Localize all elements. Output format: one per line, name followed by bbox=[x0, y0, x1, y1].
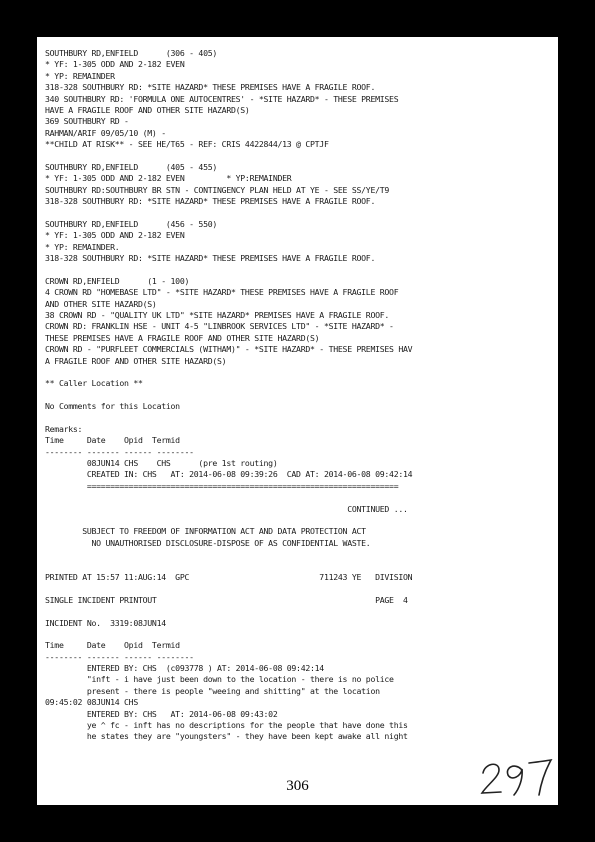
printout-line: SOUTHBURY RD:SOUTHBURY BR STN - CONTINGENCY PLAN HELD AT YE - SEE SS/YE/T9 bbox=[45, 184, 390, 195]
printout-line: PRINTED AT 15:57 11:AUG:14 GPC 711243 YE DIVISION bbox=[45, 571, 413, 582]
printout-line: SUBJECT TO FREEDOM OF INFORMATION ACT AND DATA PROTECTION ACT bbox=[45, 526, 366, 537]
printout-line: AND OTHER SITE HAZARD(S) bbox=[45, 298, 157, 309]
printout-line bbox=[45, 606, 550, 617]
printout-line bbox=[45, 629, 550, 640]
printout-line: RAHMAN/ARIF 09/05/10 (M) - bbox=[45, 127, 166, 138]
printout-line: 09:45:02 08JUN14 CHS bbox=[45, 697, 138, 708]
printout-line: -------- ------- ------ -------- bbox=[45, 446, 194, 457]
printout-line: he states they are "youngsters" - they have been kept awake all night bbox=[45, 731, 408, 742]
printout-line: * YP: REMAINDER. bbox=[45, 241, 120, 252]
printout-line bbox=[45, 583, 550, 594]
printout-line: * YF: 1-305 ODD AND 2-182 EVEN bbox=[45, 59, 185, 70]
printout-line: ** Caller Location ** bbox=[45, 378, 143, 389]
printout-line bbox=[45, 515, 550, 526]
printout-line: -------- ------- ------ -------- bbox=[45, 651, 194, 662]
printout-line: 318-328 SOUTHBURY RD: *SITE HAZARD* THESE PREMISES HAVE A FRAGILE ROOF. bbox=[45, 253, 376, 264]
printout-line: HAVE A FRAGILE ROOF AND OTHER SITE HAZARD(S) bbox=[45, 104, 250, 115]
printout-line bbox=[45, 151, 550, 162]
printout-line: CREATED IN: CHS AT: 2014-06-08 09:39:26 CAD AT: 2014-06-08 09:42:14 bbox=[45, 469, 413, 480]
printout-line: * YP: REMAINDER bbox=[45, 70, 115, 81]
printout-line: Time Date Opid Termid bbox=[45, 435, 180, 446]
printout-line: 318-328 SOUTHBURY RD: *SITE HAZARD* THESE PREMISES HAVE A FRAGILE ROOF. bbox=[45, 82, 376, 93]
printout-line: 4 CROWN RD "HOMEBASE LTD" - *SITE HAZARD* THESE PREMISES HAVE A FRAGILE ROOF bbox=[45, 287, 399, 298]
printout-line: Remarks: bbox=[45, 423, 83, 434]
printout-line bbox=[45, 492, 550, 503]
printout-line: present - there is people "weeing and shitting" at the location bbox=[45, 685, 380, 696]
printout-line: Time Date Opid Termid bbox=[45, 640, 180, 651]
printout-line: ENTERED BY: CHS AT: 2014-06-08 09:43:02 bbox=[45, 708, 278, 719]
printout-line: 318-328 SOUTHBURY RD: *SITE HAZARD* THESE PREMISES HAVE A FRAGILE ROOF. bbox=[45, 196, 376, 207]
printout-line: ENTERED BY: CHS (c093778 ) AT: 2014-06-08 09:42:14 bbox=[45, 663, 324, 674]
printout-line: * YF: 1-305 ODD AND 2-182 EVEN * YP:REMAINDER bbox=[45, 173, 292, 184]
printout-line: INCIDENT No. 3319:08JUN14 bbox=[45, 617, 166, 628]
handwritten-page-number bbox=[477, 755, 557, 799]
printout-line bbox=[45, 264, 550, 275]
printout-line: CROWN RD,ENFIELD (1 - 100) bbox=[45, 275, 190, 286]
printout-line: CROWN RD - "PURFLEET COMMERCIALS (WITHAM)" - *SITE HAZARD* - THESE PREMISES HAV bbox=[45, 344, 413, 355]
printout-line bbox=[45, 549, 550, 560]
printout-line: THESE PREMISES HAVE A FRAGILE ROOF AND OTHER SITE HAZARD(S) bbox=[45, 332, 320, 343]
printout-line: 38 CROWN RD - "QUALITY UK LTD" *SITE HAZARD* PREMISES HAVE A FRAGILE ROOF. bbox=[45, 309, 390, 320]
printout-line bbox=[45, 367, 550, 378]
printout-line: 08JUN14 CHS CHS (pre 1st routing) bbox=[45, 458, 278, 469]
printout-line: SOUTHBURY RD,ENFIELD (456 - 550) bbox=[45, 218, 218, 229]
printout-text bbox=[45, 48, 550, 743]
printout-line: SOUTHBURY RD,ENFIELD (306 - 405) bbox=[45, 48, 218, 58]
printout-line bbox=[45, 207, 550, 218]
printout-line bbox=[45, 561, 550, 572]
printout-line: SINGLE INCIDENT PRINTOUT PAGE 4 bbox=[45, 594, 408, 605]
printout-line: No Comments for this Location bbox=[45, 401, 180, 412]
printout-line: **CHILD AT RISK** - SEE HE/T65 - REF: CRIS 4422844/13 @ CPTJF bbox=[45, 139, 329, 150]
printout-line: * YF: 1-305 ODD AND 2-182 EVEN bbox=[45, 230, 185, 241]
page-number: 306 bbox=[286, 778, 309, 794]
printout-line: 340 SOUTHBURY RD: 'FORMULA ONE AUTOCENTRES' - *SITE HAZARD* - THESE PREMISES bbox=[45, 93, 399, 104]
printout-line bbox=[45, 390, 550, 401]
printout-line: A FRAGILE ROOF AND OTHER SITE HAZARD(S) bbox=[45, 355, 227, 366]
printout-line: 369 SOUTHBURY RD - bbox=[45, 116, 129, 127]
printout-line: SOUTHBURY RD,ENFIELD (405 - 455) bbox=[45, 161, 218, 172]
printout-line: NO UNAUTHORISED DISCLOSURE-DISPOSE OF AS CONFIDENTIAL WASTE. bbox=[45, 537, 371, 548]
printout-line: CROWN RD: FRANKLIN HSE - UNIT 4-5 "LINBROOK SERVICES LTD" - *SITE HAZARD* - bbox=[45, 321, 394, 332]
printout-line: "inft - i have just been down to the location - there is no police bbox=[45, 674, 394, 685]
printout-line: ye ^ fc - inft has no descriptions for the people that have done this bbox=[45, 720, 408, 731]
printout-line: CONTINUED ... bbox=[45, 503, 408, 514]
printout-line bbox=[45, 413, 550, 424]
printout-line: =================================================================== bbox=[45, 480, 399, 491]
document-page bbox=[37, 37, 558, 805]
